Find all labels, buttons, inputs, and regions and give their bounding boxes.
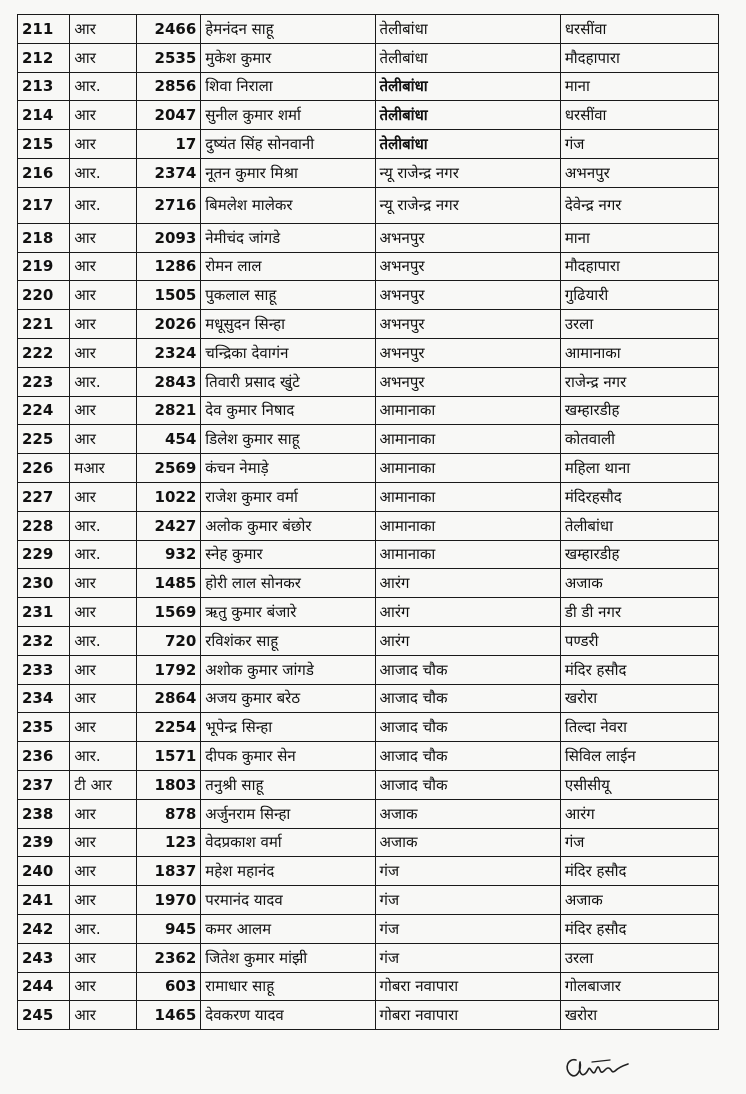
new-posting-cell: गुढियारी bbox=[560, 281, 718, 310]
badge-number-cell: 1505 bbox=[136, 281, 200, 310]
new-posting-cell: महिला थाना bbox=[560, 454, 718, 483]
new-posting-cell: कोतवाली bbox=[560, 425, 718, 454]
current-posting-cell: गंज bbox=[375, 886, 560, 915]
rank-cell: आर bbox=[70, 396, 136, 425]
serial-number-cell: 223 bbox=[18, 367, 70, 396]
new-posting-cell: आरंग bbox=[560, 799, 718, 828]
new-posting-cell: तिल्दा नेवरा bbox=[560, 713, 718, 742]
current-posting-cell: आजाद चौक bbox=[375, 713, 560, 742]
serial-number-cell: 231 bbox=[18, 598, 70, 627]
table-row bbox=[18, 101, 719, 130]
rank-cell: आर. bbox=[70, 367, 136, 396]
table-row bbox=[18, 187, 719, 223]
name-cell: डिलेश कुमार साहू bbox=[201, 425, 375, 454]
name-cell: सुनील कुमार शर्मा bbox=[201, 101, 375, 130]
rank-cell: आर bbox=[70, 886, 136, 915]
current-posting-cell: आरंग bbox=[375, 626, 560, 655]
table-row bbox=[18, 281, 719, 310]
new-posting-cell: अजाक bbox=[560, 886, 718, 915]
badge-number-cell: 2864 bbox=[136, 684, 200, 713]
badge-number-cell: 1803 bbox=[136, 770, 200, 799]
rank-cell: आर bbox=[70, 655, 136, 684]
current-posting-cell: आरंग bbox=[375, 598, 560, 627]
current-posting-cell: अभनपुर bbox=[375, 223, 560, 252]
badge-number-cell: 2324 bbox=[136, 338, 200, 367]
current-posting-cell: अभनपुर bbox=[375, 281, 560, 310]
current-posting-cell: आरंग bbox=[375, 569, 560, 598]
current-posting-cell: आमानाका bbox=[375, 425, 560, 454]
name-cell: पुकलाल साहू bbox=[201, 281, 375, 310]
new-posting-cell: उरला bbox=[560, 310, 718, 339]
name-cell: मधूसुदन सिन्हा bbox=[201, 310, 375, 339]
new-posting-cell: धरसींवा bbox=[560, 101, 718, 130]
badge-number-cell: 1022 bbox=[136, 482, 200, 511]
current-posting-cell: आमानाका bbox=[375, 482, 560, 511]
badge-number-cell: 2374 bbox=[136, 158, 200, 187]
table-row bbox=[18, 770, 719, 799]
serial-number-cell: 213 bbox=[18, 72, 70, 101]
name-cell: भूपेन्द्र सिन्हा bbox=[201, 713, 375, 742]
badge-number-cell: 1286 bbox=[136, 252, 200, 281]
new-posting-cell: अजाक bbox=[560, 569, 718, 598]
transfer-table bbox=[17, 14, 719, 1030]
rank-cell: आर. bbox=[70, 540, 136, 569]
rank-cell: आर. bbox=[70, 626, 136, 655]
name-cell: रामाधार साहू bbox=[201, 972, 375, 1001]
table-body bbox=[18, 15, 719, 1030]
badge-number-cell: 2427 bbox=[136, 511, 200, 540]
badge-number-cell: 1970 bbox=[136, 886, 200, 915]
serial-number-cell: 215 bbox=[18, 130, 70, 159]
current-posting-cell: गंज bbox=[375, 943, 560, 972]
rank-cell: आर bbox=[70, 799, 136, 828]
rank-cell: आर bbox=[70, 15, 136, 44]
serial-number-cell: 211 bbox=[18, 15, 70, 44]
rank-cell: आर bbox=[70, 425, 136, 454]
current-posting-cell: गंज bbox=[375, 857, 560, 886]
rank-cell: आर bbox=[70, 684, 136, 713]
serial-number-cell: 212 bbox=[18, 43, 70, 72]
badge-number-cell: 932 bbox=[136, 540, 200, 569]
current-posting-cell: गोबरा नवापारा bbox=[375, 1001, 560, 1030]
serial-number-cell: 238 bbox=[18, 799, 70, 828]
serial-number-cell: 218 bbox=[18, 223, 70, 252]
table-row bbox=[18, 482, 719, 511]
table-row bbox=[18, 655, 719, 684]
serial-number-cell: 243 bbox=[18, 943, 70, 972]
rank-cell: आर bbox=[70, 482, 136, 511]
current-posting-cell: आमानाका bbox=[375, 454, 560, 483]
badge-number-cell: 720 bbox=[136, 626, 200, 655]
serial-number-cell: 240 bbox=[18, 857, 70, 886]
current-posting-cell: गंज bbox=[375, 914, 560, 943]
new-posting-cell: देवेन्द्र नगर bbox=[560, 187, 718, 223]
current-posting-cell: आमानाका bbox=[375, 540, 560, 569]
badge-number-cell: 2843 bbox=[136, 367, 200, 396]
current-posting-cell: आजाद चौक bbox=[375, 684, 560, 713]
new-posting-cell: खम्हारडीह bbox=[560, 540, 718, 569]
new-posting-cell: खरोरा bbox=[560, 684, 718, 713]
current-posting-cell: अजाक bbox=[375, 828, 560, 857]
table-row bbox=[18, 886, 719, 915]
badge-number-cell: 2821 bbox=[136, 396, 200, 425]
name-cell: नूतन कुमार मिश्रा bbox=[201, 158, 375, 187]
table-row bbox=[18, 626, 719, 655]
badge-number-cell: 2362 bbox=[136, 943, 200, 972]
table-row bbox=[18, 130, 719, 159]
new-posting-cell: गंज bbox=[560, 130, 718, 159]
serial-number-cell: 237 bbox=[18, 770, 70, 799]
name-cell: नेमीचंद जांगडे bbox=[201, 223, 375, 252]
current-posting-cell: न्यू राजेन्द्र नगर bbox=[375, 158, 560, 187]
new-posting-cell: मंदिर हसौद bbox=[560, 655, 718, 684]
rank-cell: आर. bbox=[70, 914, 136, 943]
table-row bbox=[18, 15, 719, 44]
name-cell: राजेश कुमार वर्मा bbox=[201, 482, 375, 511]
badge-number-cell: 2093 bbox=[136, 223, 200, 252]
serial-number-cell: 220 bbox=[18, 281, 70, 310]
name-cell: रोमन लाल bbox=[201, 252, 375, 281]
badge-number-cell: 1792 bbox=[136, 655, 200, 684]
table-row bbox=[18, 43, 719, 72]
rank-cell: आर bbox=[70, 943, 136, 972]
table-row bbox=[18, 252, 719, 281]
current-posting-cell: आजाद चौक bbox=[375, 770, 560, 799]
rank-cell: आर bbox=[70, 43, 136, 72]
new-posting-cell: माना bbox=[560, 223, 718, 252]
badge-number-cell: 2466 bbox=[136, 15, 200, 44]
badge-number-cell: 1837 bbox=[136, 857, 200, 886]
serial-number-cell: 214 bbox=[18, 101, 70, 130]
badge-number-cell: 603 bbox=[136, 972, 200, 1001]
new-posting-cell: मौदहापारा bbox=[560, 252, 718, 281]
current-posting-cell: तेलीबांधा bbox=[375, 101, 560, 130]
current-posting-cell: आजाद चौक bbox=[375, 742, 560, 771]
name-cell: वेदप्रकाश वर्मा bbox=[201, 828, 375, 857]
badge-number-cell: 2569 bbox=[136, 454, 200, 483]
name-cell: स्नेह कुमार bbox=[201, 540, 375, 569]
table-row bbox=[18, 1001, 719, 1030]
table-row bbox=[18, 338, 719, 367]
new-posting-cell: माना bbox=[560, 72, 718, 101]
new-posting-cell: आमानाका bbox=[560, 338, 718, 367]
current-posting-cell: तेलीबांधा bbox=[375, 15, 560, 44]
table-row bbox=[18, 569, 719, 598]
name-cell: तनुश्री साहू bbox=[201, 770, 375, 799]
new-posting-cell: एसीसीयू bbox=[560, 770, 718, 799]
table-row bbox=[18, 425, 719, 454]
serial-number-cell: 225 bbox=[18, 425, 70, 454]
rank-cell: आर bbox=[70, 223, 136, 252]
rank-cell: आर. bbox=[70, 511, 136, 540]
new-posting-cell: डी डी नगर bbox=[560, 598, 718, 627]
rank-cell: आर bbox=[70, 569, 136, 598]
name-cell: कंचन नेमाड़े bbox=[201, 454, 375, 483]
name-cell: महेश महानंद bbox=[201, 857, 375, 886]
badge-number-cell: 945 bbox=[136, 914, 200, 943]
badge-number-cell: 454 bbox=[136, 425, 200, 454]
table-row bbox=[18, 857, 719, 886]
current-posting-cell: तेलीबांधा bbox=[375, 130, 560, 159]
serial-number-cell: 228 bbox=[18, 511, 70, 540]
table-row bbox=[18, 367, 719, 396]
current-posting-cell: आमानाका bbox=[375, 396, 560, 425]
serial-number-cell: 222 bbox=[18, 338, 70, 367]
table-row bbox=[18, 799, 719, 828]
rank-cell: आर bbox=[70, 130, 136, 159]
serial-number-cell: 216 bbox=[18, 158, 70, 187]
current-posting-cell: अभनपुर bbox=[375, 252, 560, 281]
serial-number-cell: 219 bbox=[18, 252, 70, 281]
new-posting-cell: मौदहापारा bbox=[560, 43, 718, 72]
new-posting-cell: तेलीबांधा bbox=[560, 511, 718, 540]
serial-number-cell: 229 bbox=[18, 540, 70, 569]
table-row bbox=[18, 72, 719, 101]
rank-cell: आर bbox=[70, 972, 136, 1001]
new-posting-cell: खरोरा bbox=[560, 1001, 718, 1030]
current-posting-cell: अभनपुर bbox=[375, 338, 560, 367]
serial-number-cell: 232 bbox=[18, 626, 70, 655]
rank-cell: आर. bbox=[70, 72, 136, 101]
current-posting-cell: अजाक bbox=[375, 799, 560, 828]
serial-number-cell: 239 bbox=[18, 828, 70, 857]
table-row bbox=[18, 742, 719, 771]
table-row bbox=[18, 454, 719, 483]
name-cell: बिमलेश मालेकर bbox=[201, 187, 375, 223]
serial-number-cell: 241 bbox=[18, 886, 70, 915]
current-posting-cell: अभनपुर bbox=[375, 367, 560, 396]
current-posting-cell: आमानाका bbox=[375, 511, 560, 540]
badge-number-cell: 2047 bbox=[136, 101, 200, 130]
badge-number-cell: 1465 bbox=[136, 1001, 200, 1030]
new-posting-cell: गोलबाजार bbox=[560, 972, 718, 1001]
name-cell: तिवारी प्रसाद खुंटे bbox=[201, 367, 375, 396]
table-row bbox=[18, 713, 719, 742]
table-row bbox=[18, 396, 719, 425]
rank-cell: आर. bbox=[70, 158, 136, 187]
name-cell: मुकेश कुमार bbox=[201, 43, 375, 72]
new-posting-cell: मंदिर हसौद bbox=[560, 914, 718, 943]
name-cell: दुष्यंत सिंह सोनवानी bbox=[201, 130, 375, 159]
new-posting-cell: अभनपुर bbox=[560, 158, 718, 187]
name-cell: दीपक कुमार सेन bbox=[201, 742, 375, 771]
current-posting-cell: तेलीबांधा bbox=[375, 43, 560, 72]
current-posting-cell: गोबरा नवापारा bbox=[375, 972, 560, 1001]
rank-cell: मआर bbox=[70, 454, 136, 483]
badge-number-cell: 2026 bbox=[136, 310, 200, 339]
serial-number-cell: 234 bbox=[18, 684, 70, 713]
serial-number-cell: 224 bbox=[18, 396, 70, 425]
table-row bbox=[18, 158, 719, 187]
table-row bbox=[18, 598, 719, 627]
serial-number-cell: 236 bbox=[18, 742, 70, 771]
badge-number-cell: 2535 bbox=[136, 43, 200, 72]
name-cell: देव कुमार निषाद bbox=[201, 396, 375, 425]
serial-number-cell: 217 bbox=[18, 187, 70, 223]
rank-cell: आर bbox=[70, 310, 136, 339]
current-posting-cell: तेलीबांधा bbox=[375, 72, 560, 101]
current-posting-cell: आजाद चौक bbox=[375, 655, 560, 684]
rank-cell: आर bbox=[70, 101, 136, 130]
serial-number-cell: 245 bbox=[18, 1001, 70, 1030]
name-cell: जितेश कुमार मांझी bbox=[201, 943, 375, 972]
rank-cell: आर bbox=[70, 338, 136, 367]
rank-cell: टी आर bbox=[70, 770, 136, 799]
rank-cell: आर bbox=[70, 1001, 136, 1030]
table-row bbox=[18, 540, 719, 569]
name-cell: परमानंद यादव bbox=[201, 886, 375, 915]
new-posting-cell: सिविल लाईन bbox=[560, 742, 718, 771]
current-posting-cell: न्यू राजेन्द्र नगर bbox=[375, 187, 560, 223]
rank-cell: आर bbox=[70, 713, 136, 742]
name-cell: ऋतु कुमार बंजारे bbox=[201, 598, 375, 627]
table-row bbox=[18, 828, 719, 857]
signature-icon bbox=[562, 1050, 632, 1086]
rank-cell: आर. bbox=[70, 742, 136, 771]
table-row bbox=[18, 684, 719, 713]
badge-number-cell: 1571 bbox=[136, 742, 200, 771]
serial-number-cell: 230 bbox=[18, 569, 70, 598]
table-row bbox=[18, 972, 719, 1001]
new-posting-cell: मंदिर हसौद bbox=[560, 857, 718, 886]
new-posting-cell: खम्हारडीह bbox=[560, 396, 718, 425]
badge-number-cell: 2254 bbox=[136, 713, 200, 742]
new-posting-cell: मंदिरहसौद bbox=[560, 482, 718, 511]
serial-number-cell: 227 bbox=[18, 482, 70, 511]
name-cell: अर्जुनराम सिन्हा bbox=[201, 799, 375, 828]
serial-number-cell: 242 bbox=[18, 914, 70, 943]
name-cell: अशोक कुमार जांगडे bbox=[201, 655, 375, 684]
badge-number-cell: 2856 bbox=[136, 72, 200, 101]
badge-number-cell: 1485 bbox=[136, 569, 200, 598]
current-posting-cell: अभनपुर bbox=[375, 310, 560, 339]
rank-cell: आर bbox=[70, 252, 136, 281]
rank-cell: आर bbox=[70, 598, 136, 627]
name-cell: चन्द्रिका देवागंन bbox=[201, 338, 375, 367]
badge-number-cell: 2716 bbox=[136, 187, 200, 223]
serial-number-cell: 244 bbox=[18, 972, 70, 1001]
name-cell: होरी लाल सोनकर bbox=[201, 569, 375, 598]
rank-cell: आर bbox=[70, 857, 136, 886]
table-row bbox=[18, 310, 719, 339]
name-cell: शिवा निराला bbox=[201, 72, 375, 101]
new-posting-cell: उरला bbox=[560, 943, 718, 972]
serial-number-cell: 235 bbox=[18, 713, 70, 742]
name-cell: हेमनंदन साहू bbox=[201, 15, 375, 44]
name-cell: कमर आलम bbox=[201, 914, 375, 943]
serial-number-cell: 233 bbox=[18, 655, 70, 684]
new-posting-cell: गंज bbox=[560, 828, 718, 857]
badge-number-cell: 1569 bbox=[136, 598, 200, 627]
table-row bbox=[18, 511, 719, 540]
badge-number-cell: 17 bbox=[136, 130, 200, 159]
name-cell: अजय कुमार बरेठ bbox=[201, 684, 375, 713]
name-cell: रविशंकर साहू bbox=[201, 626, 375, 655]
name-cell: देवकरण यादव bbox=[201, 1001, 375, 1030]
new-posting-cell: धरसींवा bbox=[560, 15, 718, 44]
name-cell: अलोक कुमार बंछोर bbox=[201, 511, 375, 540]
badge-number-cell: 878 bbox=[136, 799, 200, 828]
table-row bbox=[18, 223, 719, 252]
new-posting-cell: राजेन्द्र नगर bbox=[560, 367, 718, 396]
serial-number-cell: 221 bbox=[18, 310, 70, 339]
table-row bbox=[18, 943, 719, 972]
badge-number-cell: 123 bbox=[136, 828, 200, 857]
rank-cell: आर. bbox=[70, 187, 136, 223]
rank-cell: आर bbox=[70, 828, 136, 857]
table-row bbox=[18, 914, 719, 943]
serial-number-cell: 226 bbox=[18, 454, 70, 483]
rank-cell: आर bbox=[70, 281, 136, 310]
new-posting-cell: पण्डरी bbox=[560, 626, 718, 655]
